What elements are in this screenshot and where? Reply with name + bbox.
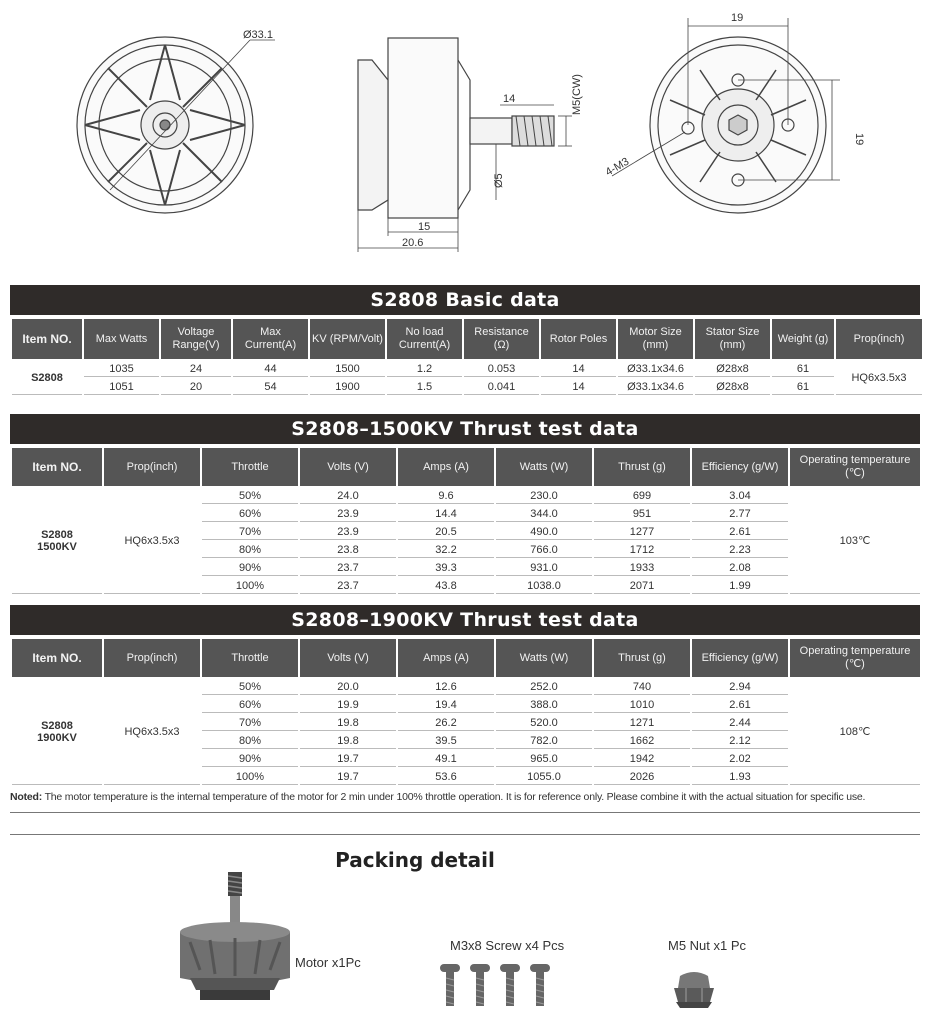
table-cell: 44: [233, 361, 308, 377]
table-cell: 2.61: [692, 697, 788, 713]
usage-note: [10, 791, 920, 803]
table-cell: 23.7: [300, 560, 396, 576]
table-cell: 50%: [202, 488, 298, 504]
table-cell: 965.0: [496, 751, 592, 767]
table-cell: 2071: [594, 578, 690, 594]
temperature-cell: 108℃: [790, 679, 920, 785]
header-thrust: Thrust (g): [594, 639, 690, 677]
table-cell: 43.8: [398, 578, 494, 594]
thrust-1900kv-table: [10, 637, 922, 787]
table-cell: 1942: [594, 751, 690, 767]
header-amps: Amps (A): [398, 639, 494, 677]
table-cell: 1271: [594, 715, 690, 731]
header-operating-temperature: Operating temperature (℃): [790, 639, 920, 677]
header-watts: Watts (W): [496, 448, 592, 486]
table-cell: 20: [161, 379, 231, 395]
header-throttle: Throttle: [202, 448, 298, 486]
screws-image: [436, 962, 556, 1010]
prop-cell: HQ6x3.5x3: [104, 679, 200, 785]
table-cell: 20.5: [398, 524, 494, 540]
header-operating-temperature: Operating temperature (℃): [790, 448, 920, 486]
table-cell: 54: [233, 379, 308, 395]
table-cell: 61: [772, 361, 834, 377]
table-cell: Ø33.1x34.6: [618, 361, 693, 377]
table-cell: Ø28x8: [695, 361, 770, 377]
header-prop: Prop(inch): [104, 639, 200, 677]
header-no-load-current: No load Current(A): [387, 319, 462, 359]
table-cell: 1.93: [692, 769, 788, 785]
table-cell: 1055.0: [496, 769, 592, 785]
table-cell: 0.053: [464, 361, 539, 377]
table-cell: 80%: [202, 733, 298, 749]
table-cell: 19.7: [300, 751, 396, 767]
table-cell: 1500: [310, 361, 385, 377]
table-cell: 80%: [202, 542, 298, 558]
table-cell: 2.77: [692, 506, 788, 522]
total-length-label: 20.6: [402, 237, 424, 249]
table-cell: 24: [161, 361, 231, 377]
table-cell: 14: [541, 361, 616, 377]
table-cell: 61: [772, 379, 834, 395]
table-cell: 12.6: [398, 679, 494, 695]
table-cell: 2.08: [692, 560, 788, 576]
note-label: Noted:: [10, 791, 43, 803]
header-stator-size: Stator Size (mm): [695, 319, 770, 359]
prop-cell: HQ6x3.5x3: [836, 361, 922, 395]
table-cell: 90%: [202, 560, 298, 576]
table-cell: 951: [594, 506, 690, 522]
table-cell: 24.0: [300, 488, 396, 504]
item-number-cell: S2808: [12, 361, 82, 395]
side-view-drawing: [358, 38, 572, 252]
table-cell: 2.02: [692, 751, 788, 767]
table-row: [12, 488, 920, 504]
table-row: [12, 361, 922, 377]
header-efficiency: Efficiency (g/W): [692, 639, 788, 677]
thread-label: M5(CW): [571, 74, 583, 115]
motor-quantity-label: Motor x1Pc: [295, 955, 361, 970]
table-cell: Ø33.1x34.6: [618, 379, 693, 395]
screw-quantity-label: M3x8 Screw x4 Pcs: [450, 938, 565, 953]
screw-count-label: 4-M3: [603, 155, 632, 179]
table-cell: 23.9: [300, 506, 396, 522]
table-cell: 100%: [202, 769, 298, 785]
table-cell: 0.041: [464, 379, 539, 395]
table-cell: 53.6: [398, 769, 494, 785]
thrust-1500kv-table: [10, 446, 922, 596]
header-max-current: Max Current(A): [233, 319, 308, 359]
table-cell: 39.3: [398, 560, 494, 576]
table-cell: 100%: [202, 578, 298, 594]
table-cell: 2.94: [692, 679, 788, 695]
table-cell: 9.6: [398, 488, 494, 504]
divider: [10, 812, 920, 813]
table-cell: 2.12: [692, 733, 788, 749]
table-cell: 740: [594, 679, 690, 695]
header-item-no: Item NO.: [12, 319, 82, 359]
item-number-cell: [12, 488, 102, 594]
item-number-cell: [12, 679, 102, 785]
table-cell: 2.23: [692, 542, 788, 558]
table-cell: 39.5: [398, 733, 494, 749]
header-motor-size: Motor Size (mm): [618, 319, 693, 359]
table-cell: 19.4: [398, 697, 494, 713]
item-model: S2808: [41, 719, 73, 732]
hole-height-label: 19: [853, 133, 865, 146]
table-cell: 3.04: [692, 488, 788, 504]
header-voltage-range: Voltage Range(V): [161, 319, 231, 359]
header-rotor-poles: Rotor Poles: [541, 319, 616, 359]
table-cell: 19.8: [300, 715, 396, 731]
motor-image: [170, 870, 300, 1010]
table-cell: 766.0: [496, 542, 592, 558]
hole-width-label: 19: [731, 12, 744, 24]
item-kv: 1900KV: [37, 731, 77, 744]
basic-data-title: S2808 Basic data: [10, 285, 920, 315]
table-cell: 1933: [594, 560, 690, 576]
table-cell: 60%: [202, 506, 298, 522]
table-cell: 1051: [84, 379, 159, 395]
note-text: The motor temperature is the internal temperature of the motor for 2 min under 100% throttle operation. It is for reference only. Please combine it with the actual situation for specific use.: [42, 791, 866, 803]
table-cell: 1712: [594, 542, 690, 558]
table-cell: 1010: [594, 697, 690, 713]
header-item-no: Item NO.: [12, 448, 102, 486]
packing-title: Packing detail: [335, 848, 495, 872]
table-cell: 230.0: [496, 488, 592, 504]
table-cell: 1035: [84, 361, 159, 377]
table-cell: 19.8: [300, 733, 396, 749]
item-model: S2808: [41, 528, 73, 541]
shaft-diameter-label: Ø5: [493, 173, 505, 188]
header-kv: KV (RPM/Volt): [310, 319, 385, 359]
table-cell: 90%: [202, 751, 298, 767]
table-cell: 20.0: [300, 679, 396, 695]
temperature-cell: 103℃: [790, 488, 920, 594]
table-row: [12, 679, 920, 695]
table-cell: 520.0: [496, 715, 592, 731]
table-cell: 70%: [202, 715, 298, 731]
table-cell: 1.5: [387, 379, 462, 395]
table-cell: 14.4: [398, 506, 494, 522]
table-cell: 782.0: [496, 733, 592, 749]
header-efficiency: Efficiency (g/W): [692, 448, 788, 486]
front-view-drawing: [77, 37, 275, 213]
header-item-no: Item NO.: [12, 639, 102, 677]
table-cell: 1038.0: [496, 578, 592, 594]
table-cell: 19.9: [300, 697, 396, 713]
thrust-1500kv-header-row: [12, 448, 920, 486]
table-cell: 1662: [594, 733, 690, 749]
basic-data-table: [10, 317, 924, 397]
table-cell: 252.0: [496, 679, 592, 695]
table-cell: 23.8: [300, 542, 396, 558]
table-cell: 23.7: [300, 578, 396, 594]
item-kv: 1500KV: [37, 540, 77, 553]
prop-cell: HQ6x3.5x3: [104, 488, 200, 594]
table-cell: 49.1: [398, 751, 494, 767]
shaft-length-label: 14: [503, 93, 516, 105]
table-cell: Ø28x8: [695, 379, 770, 395]
thrust-1900kv-header-row: [12, 639, 920, 677]
table-cell: 490.0: [496, 524, 592, 540]
header-max-watts: Max Watts: [84, 319, 159, 359]
table-cell: 23.9: [300, 524, 396, 540]
header-weight: Weight (g): [772, 319, 834, 359]
table-cell: 931.0: [496, 560, 592, 576]
header-resistance: Resistance (Ω): [464, 319, 539, 359]
table-cell: 19.7: [300, 769, 396, 785]
table-cell: 14: [541, 379, 616, 395]
nut-quantity-label: M5 Nut x1 Pc: [668, 938, 747, 953]
nut-image: [670, 968, 718, 1010]
bottom-view-drawing: [612, 18, 840, 213]
table-cell: 1277: [594, 524, 690, 540]
table-cell: 699: [594, 488, 690, 504]
header-prop: Prop(inch): [836, 319, 922, 359]
thrust-1500kv-title: S2808–1500KV Thrust test data: [10, 414, 920, 444]
table-cell: 32.2: [398, 542, 494, 558]
header-amps: Amps (A): [398, 448, 494, 486]
table-cell: 2026: [594, 769, 690, 785]
diameter-label: Ø33.1: [243, 29, 273, 41]
thrust-1900kv-title: S2808–1900KV Thrust test data: [10, 605, 920, 635]
header-volts: Volts (V): [300, 448, 396, 486]
table-cell: 50%: [202, 679, 298, 695]
header-prop: Prop(inch): [104, 448, 200, 486]
motor-dimension-drawings: [0, 0, 930, 270]
body-length-label: 15: [418, 221, 431, 233]
table-cell: 26.2: [398, 715, 494, 731]
basic-header-row: [12, 319, 922, 359]
table-cell: 70%: [202, 524, 298, 540]
table-cell: 1.2: [387, 361, 462, 377]
table-cell: 1.99: [692, 578, 788, 594]
table-row: [12, 379, 922, 395]
header-throttle: Throttle: [202, 639, 298, 677]
header-watts: Watts (W): [496, 639, 592, 677]
table-cell: 388.0: [496, 697, 592, 713]
table-cell: 60%: [202, 697, 298, 713]
header-thrust: Thrust (g): [594, 448, 690, 486]
table-cell: 344.0: [496, 506, 592, 522]
table-cell: 1900: [310, 379, 385, 395]
table-cell: 2.44: [692, 715, 788, 731]
divider: [10, 834, 920, 835]
table-cell: 2.61: [692, 524, 788, 540]
header-volts: Volts (V): [300, 639, 396, 677]
